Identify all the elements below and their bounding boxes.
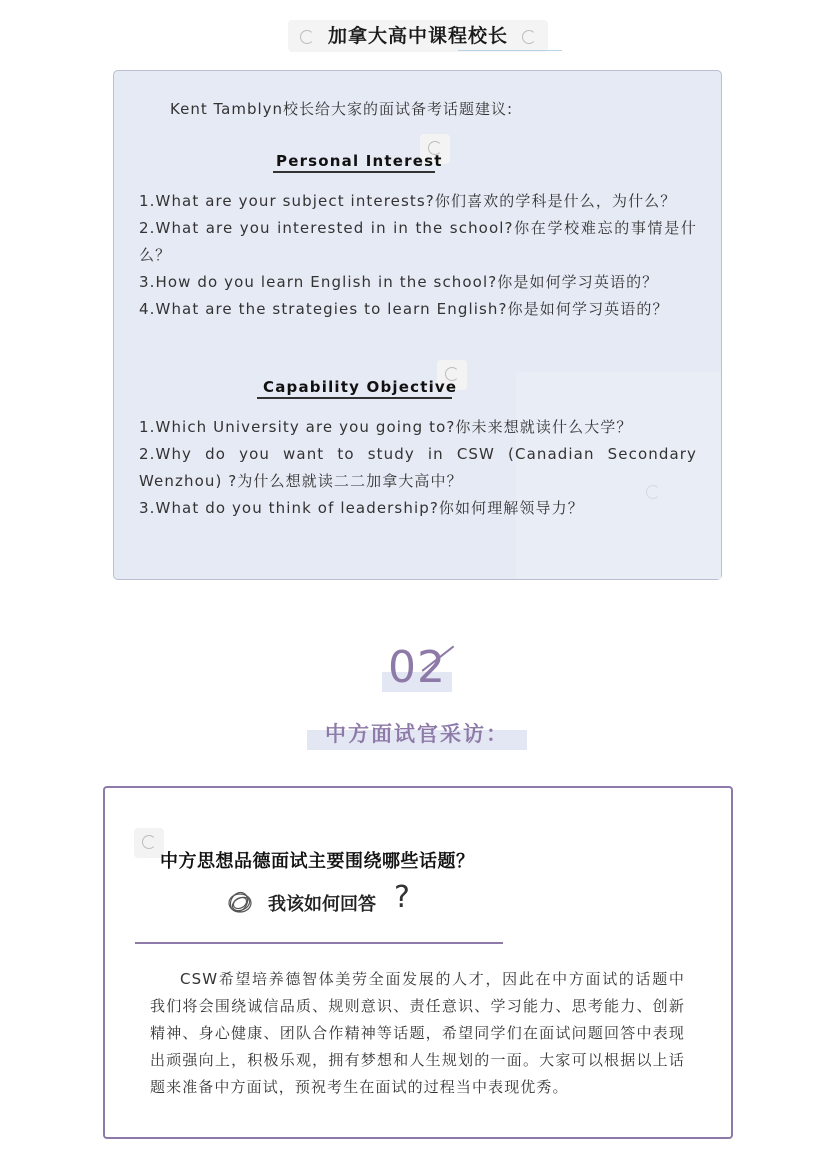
- list-item: 2.Why do you want to study in CSW (Canadian Secondary Wenzhou) ?为什么想就读二二加拿大高中？: [139, 445, 697, 490]
- answer-paragraph: CSW希望培养德智体美劳全面发展的人才，因此在中方面试的话题中我们将会围绕诚信品质、规则意识、责任意识、学习能力、思考能力、创新精神、身心健康、团队合作精神等话题，希望同学们在面试问题回答中表现出顽强向上，积极乐观，拥有梦想和人生规划的一面。大家可以根据以上话题来准备中方面试，预祝考生在面试的过程当中表现优秀。: [150, 970, 685, 1096]
- section-1-title: 加拿大高中课程校长: [327, 25, 508, 47]
- divider: [135, 942, 503, 944]
- list-item: 2.What are you interested in in the school?你在学校难忘的事情是什么？: [139, 219, 697, 264]
- section-2-title: 中方面试官采访：: [325, 722, 509, 746]
- intro-text: Kent Tamblyn校长给大家的面试备考话题建议:: [170, 100, 514, 118]
- list-item: 4.What are the strategies to learn English?你是如何学习英语的？: [139, 300, 669, 318]
- question-mark: ?: [394, 880, 410, 915]
- heading-underline: [257, 397, 452, 399]
- answer-title: 我该如何回答: [268, 894, 376, 915]
- heading-underline: [273, 171, 435, 173]
- list-item: 1.What are your subject interests?你们喜欢的学科是什么，为什么？: [139, 192, 677, 210]
- list-item: 3.What do you think of leadership?你如何理解领导力？: [139, 499, 584, 517]
- question-title: 中方思想品德面试主要围绕哪些话题？: [160, 851, 475, 872]
- capability-objective-list: [139, 414, 697, 522]
- list-item: 1.Which University are you going to?你未来想就读什么大学？: [139, 418, 633, 436]
- section-number: 02: [388, 642, 446, 693]
- personal-interest-list: [139, 188, 697, 323]
- list-item: 3.How do you learn English in the school?你是如何学习英语的？: [139, 273, 659, 291]
- heading-personal-interest: Personal Interest: [276, 152, 443, 170]
- spinner-icon: [522, 30, 536, 44]
- title-underline: [458, 50, 562, 51]
- scribble-icon: [226, 890, 254, 916]
- spinner-icon: [142, 835, 156, 849]
- heading-capability-objective: Capability Objective: [263, 378, 458, 396]
